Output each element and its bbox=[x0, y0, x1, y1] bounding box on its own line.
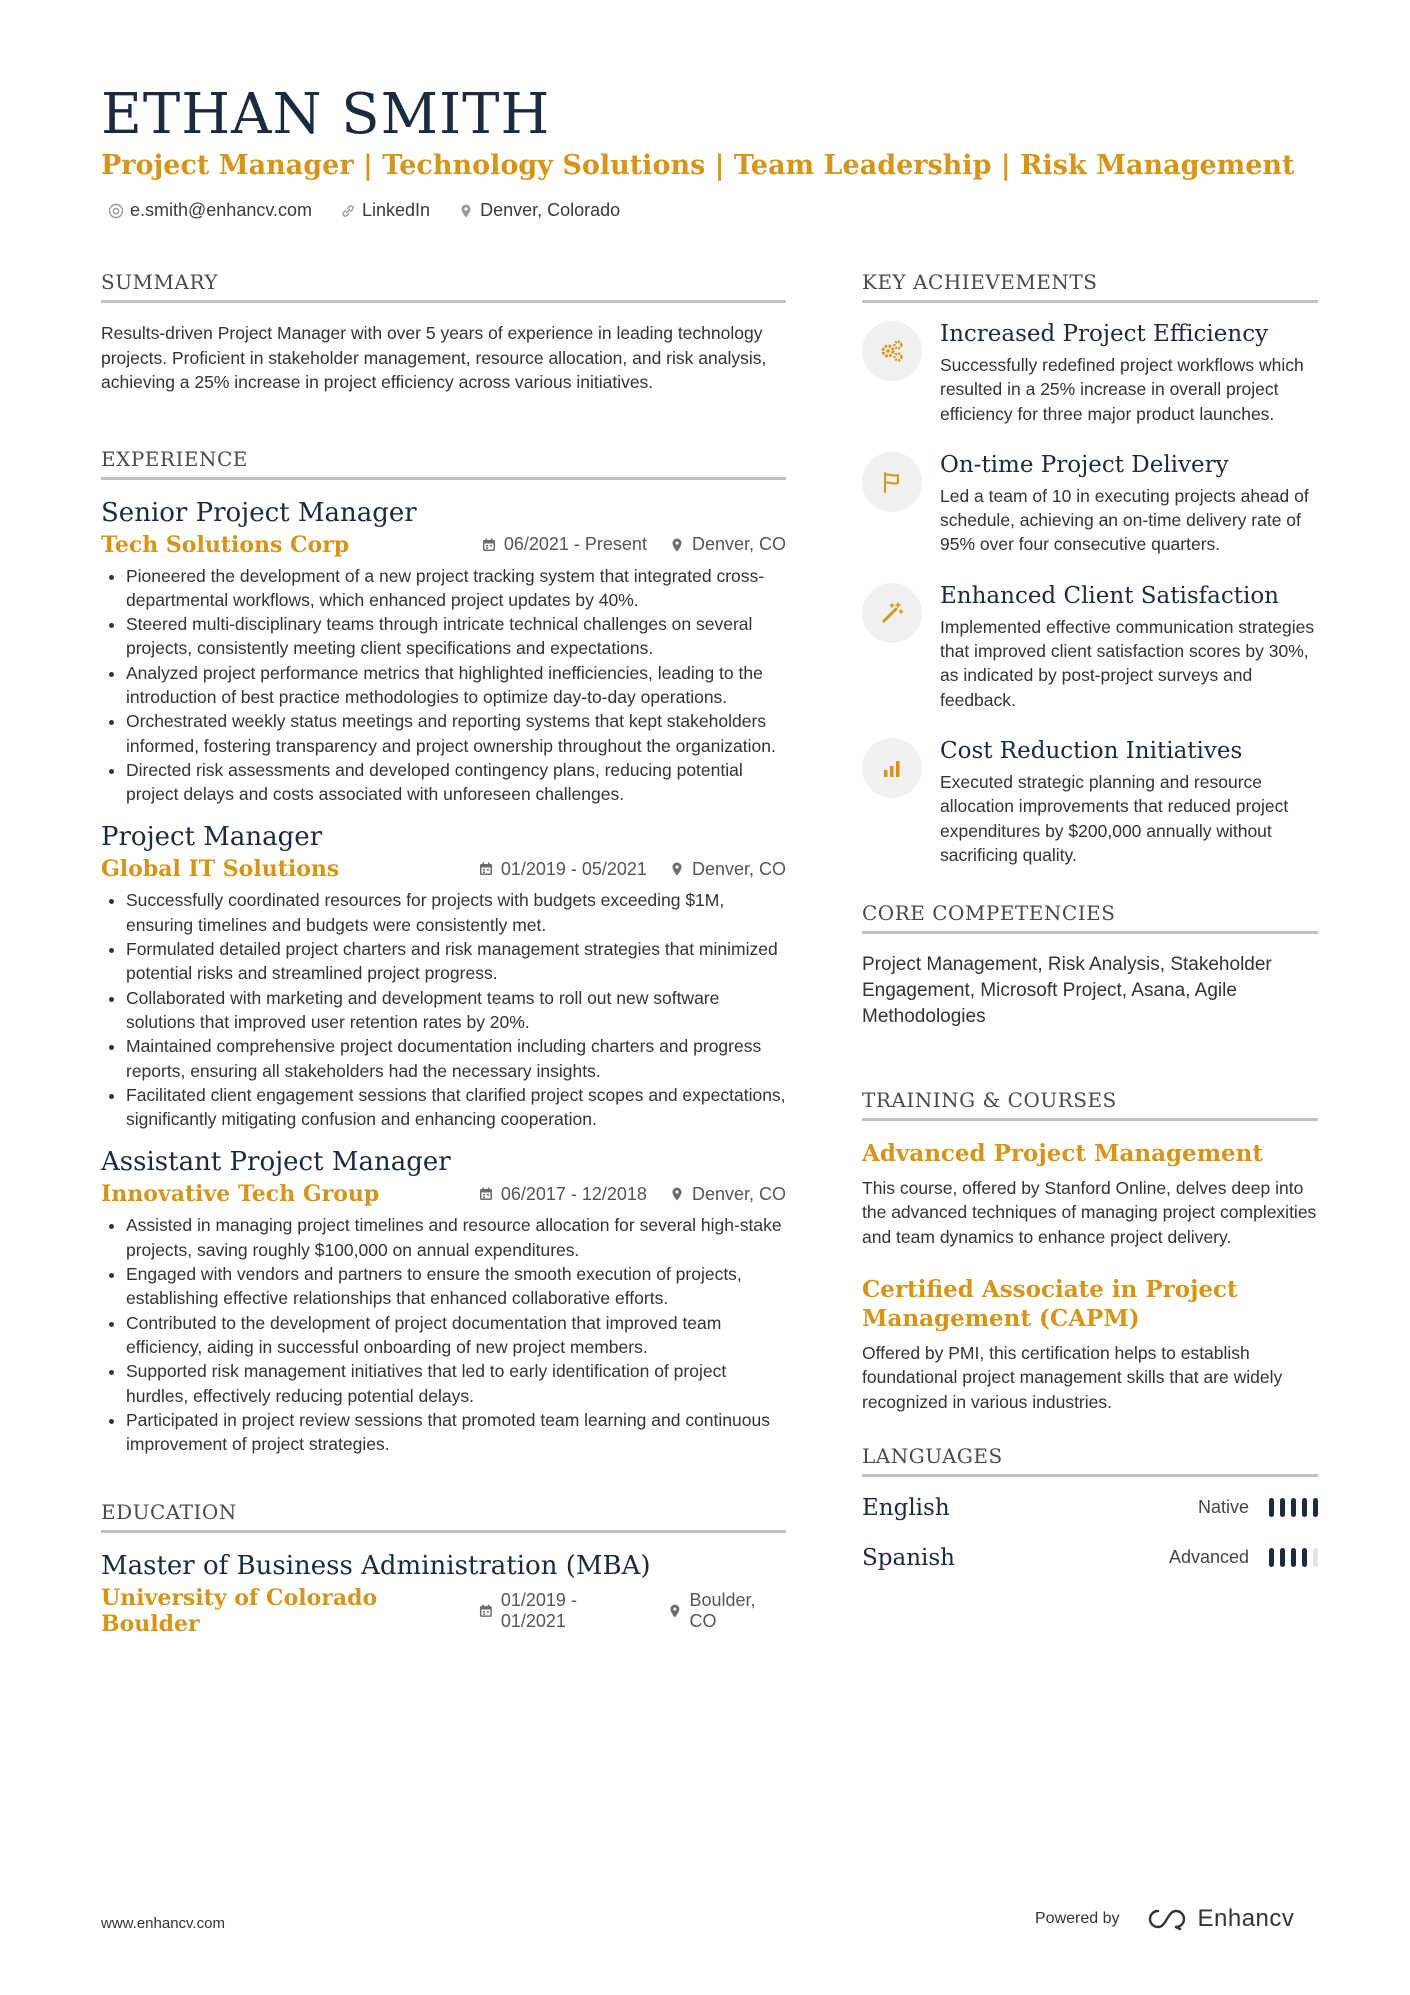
job-dates bbox=[478, 1184, 647, 1205]
achievement-title: On-time Project Delivery bbox=[940, 451, 1229, 478]
education-dates bbox=[478, 1590, 645, 1632]
job-dates-text: 06/2021 - Present bbox=[503, 534, 647, 554]
job-dates-text: 06/2017 - 12/2018 bbox=[500, 1183, 647, 1204]
school-name: University of Colorado Boulder bbox=[101, 1585, 378, 1638]
job-bullet: • Contributed to the development of project documentation that improved team efficiency, aiding in successful onboarding of new project members. bbox=[126, 1311, 786, 1360]
bar-chart-icon bbox=[862, 738, 922, 798]
language-proficiency bbox=[1198, 1497, 1318, 1518]
email-text: e.smith@enhancv.com bbox=[130, 200, 313, 220]
course-desc: Offered by PMI, this certification helps to establish foundational project management skills that are widely recognized in various industries. bbox=[862, 1343, 1283, 1412]
job-bullets bbox=[101, 564, 786, 807]
rating-dot bbox=[1269, 1498, 1274, 1517]
job-entry bbox=[101, 498, 786, 807]
job-bullet: • Engaged with vendors and partners to ensure the smooth execution of projects, establishing effective relationships that enhanced collaborative efforts. bbox=[126, 1262, 786, 1311]
competencies-heading: CORE COMPETENCIES bbox=[862, 901, 1318, 934]
language-rating bbox=[1269, 1498, 1318, 1517]
at-icon bbox=[108, 203, 124, 219]
linkedin-text: LinkedIn bbox=[362, 200, 431, 220]
headline: Project Manager | Technology Solutions | Team Leadership | Risk Management bbox=[101, 150, 1295, 181]
job-location bbox=[669, 859, 786, 880]
achievement-desc: Executed strategic planning and resource allocation improvements that reduced project expenditures by $200,000 annually without sacrificing quality. bbox=[940, 771, 1289, 865]
job-entry bbox=[101, 1147, 786, 1456]
rating-dot bbox=[1313, 1498, 1318, 1517]
education-meta bbox=[101, 1585, 786, 1637]
education-meta-right bbox=[478, 1590, 786, 1632]
flag-icon bbox=[862, 452, 922, 512]
contact-email[interactable] bbox=[108, 200, 312, 221]
right-column bbox=[862, 270, 1318, 1595]
job-meta-right bbox=[481, 534, 786, 555]
job-bullet: • Formulated detailed project charters and risk management strategies that minimized potential risks and streamlined project progress. bbox=[126, 937, 786, 986]
achievement-desc: Implemented effective communication strategies that improved client satisfaction scores by 30%, as indicated by post-project surveys and feedback. bbox=[940, 616, 1315, 710]
job-meta bbox=[101, 532, 786, 558]
education-location bbox=[667, 1590, 786, 1632]
job-dates-text: 01/2019 - 05/2021 bbox=[500, 858, 647, 879]
link-icon bbox=[340, 203, 356, 219]
job-list bbox=[101, 498, 786, 1457]
education-heading: EDUCATION bbox=[101, 1500, 786, 1533]
job-bullet: • Pioneered the development of a new project tracking system that integrated cross-departmental workflows, which enhanced project updates by 40%. bbox=[126, 564, 786, 613]
job-bullet: • Supported risk management initiatives that led to early identification of project hurdles, effectively reducing potential delays. bbox=[126, 1359, 786, 1408]
achievement-body bbox=[940, 452, 1318, 557]
job-dates bbox=[478, 859, 647, 880]
course-title: Certified Associate in Project Management (CAPM) bbox=[862, 1276, 1238, 1333]
job-meta bbox=[101, 1181, 786, 1207]
contact-location bbox=[458, 200, 620, 221]
company-name: Global IT Solutions bbox=[101, 856, 340, 883]
job-title: Project Manager bbox=[101, 822, 323, 853]
job-location-text: Denver, CO bbox=[691, 534, 786, 554]
summary-section bbox=[101, 270, 786, 395]
job-bullet: • Directed risk assessments and developed contingency plans, reducing potential project delays and costs associated with unforeseen challenges. bbox=[126, 758, 786, 807]
language-name: English bbox=[862, 1494, 950, 1521]
job-title: Senior Project Manager bbox=[101, 497, 417, 528]
location-text: Denver, Colorado bbox=[480, 200, 621, 220]
job-location-text: Denver, CO bbox=[691, 858, 786, 879]
languages-section bbox=[862, 1444, 1318, 1571]
contact-linkedin[interactable] bbox=[340, 200, 430, 221]
degree-title: Master of Business Administration (MBA) bbox=[101, 1551, 651, 1582]
language-list bbox=[862, 1495, 1318, 1571]
achievement-item bbox=[862, 452, 1318, 557]
job-location-text: Denver, CO bbox=[691, 1183, 786, 1204]
job-meta bbox=[101, 856, 786, 882]
job-bullet: • Steered multi-disciplinary teams through intricate technical challenges on several projects, consistently meeting client specifications and expectations. bbox=[126, 612, 786, 661]
candidate-name: ETHAN SMITH bbox=[101, 82, 551, 147]
rating-dot bbox=[1280, 1548, 1285, 1567]
achievement-title: Cost Reduction Initiatives bbox=[940, 737, 1243, 764]
job-bullet: • Assisted in managing project timelines and resource allocation for several high-stake projects, saving roughly $100,000 on annual expenditures. bbox=[126, 1213, 786, 1262]
rating-dot bbox=[1302, 1548, 1307, 1567]
calendar-icon bbox=[478, 1186, 494, 1202]
achievement-title: Enhanced Client Satisfaction bbox=[940, 582, 1279, 609]
course-title: Advanced Project Management bbox=[862, 1140, 1264, 1168]
rating-dot bbox=[1269, 1548, 1274, 1567]
job-bullet: • Successfully coordinated resources for projects with budgets exceeding $1M, ensuring timelines and budgets were consistently met. bbox=[126, 888, 786, 937]
achievement-item bbox=[862, 321, 1318, 426]
job-entry bbox=[101, 822, 786, 1131]
language-item bbox=[862, 1545, 1318, 1571]
achievement-desc: Led a team of 10 in executing projects ahead of schedule, achieving an on-time delivery rate of 95% over four consecutive quarters. bbox=[940, 485, 1309, 555]
rating-dot bbox=[1313, 1548, 1318, 1567]
training-heading: TRAINING & COURSES bbox=[862, 1088, 1318, 1121]
footer-url[interactable]: www.enhancv.com bbox=[101, 1915, 225, 1932]
job-bullet: • Maintained comprehensive project documentation including charters and progress reports, ensuring all stakeholders had the necessary insights. bbox=[126, 1034, 786, 1083]
experience-section bbox=[101, 447, 786, 1457]
company-name: Tech Solutions Corp bbox=[101, 531, 350, 558]
summary-text: Results-driven Project Manager with over 5 years of experience in leading technology projects. Proficient in stakeholder management, resource allocation, and risk analysis, achieving a 25% increase in project efficiency across various initiatives. bbox=[101, 323, 767, 392]
language-name: Spanish bbox=[862, 1544, 955, 1571]
calendar-icon bbox=[481, 537, 497, 553]
rating-dot bbox=[1291, 1548, 1296, 1567]
rating-dot bbox=[1280, 1498, 1285, 1517]
job-bullets bbox=[101, 1213, 786, 1456]
job-bullet: • Participated in project review sessions that promoted team learning and continuous improvement of project strategies. bbox=[126, 1408, 786, 1457]
job-location bbox=[669, 1184, 786, 1205]
job-meta-right bbox=[478, 859, 786, 880]
achievement-item bbox=[862, 738, 1318, 867]
job-title: Assistant Project Manager bbox=[101, 1147, 451, 1178]
job-bullet: • Orchestrated weekly status meetings and reporting systems that kept stakeholders informed, fostering transparency and project ownership throughout the organization. bbox=[126, 709, 786, 758]
magic-wand-icon bbox=[862, 583, 922, 643]
gears-icon bbox=[862, 321, 922, 381]
achievement-body bbox=[940, 321, 1318, 426]
location-pin-icon bbox=[667, 1603, 683, 1619]
rating-dot bbox=[1291, 1498, 1296, 1517]
achievement-body bbox=[940, 738, 1318, 867]
location-pin-icon bbox=[669, 861, 685, 877]
job-location bbox=[669, 534, 786, 555]
achievement-desc: Successfully redefined project workflows which resulted in a 25% increase in overall project efficiency for three major product launches. bbox=[940, 355, 1304, 424]
education-section bbox=[101, 1500, 786, 1637]
language-item bbox=[862, 1495, 1318, 1521]
footer-brand bbox=[1035, 1905, 1294, 1933]
course-list bbox=[862, 1139, 1318, 1414]
powered-by-text: Powered by bbox=[1035, 1910, 1120, 1927]
location-pin-icon bbox=[669, 537, 685, 553]
languages-heading: LANGUAGES bbox=[862, 1444, 1318, 1477]
location-pin-icon bbox=[458, 203, 474, 219]
language-level: Advanced bbox=[1168, 1547, 1249, 1568]
job-bullet: • Collaborated with marketing and development teams to roll out new software solutions that improved user retention rates by 20%. bbox=[126, 986, 786, 1035]
brand-name: Enhancv bbox=[1197, 1905, 1295, 1932]
achievement-body bbox=[940, 583, 1318, 712]
achievement-title: Increased Project Efficiency bbox=[940, 321, 1269, 347]
enhancv-logo-icon bbox=[1144, 1907, 1190, 1931]
enhancv-logo[interactable] bbox=[1144, 1905, 1295, 1933]
calendar-icon bbox=[478, 1603, 494, 1619]
course-desc: This course, offered by Stanford Online, delves deep into the advanced techniques of managing project complexities and team dynamics to enhance project delivery. bbox=[862, 1178, 1317, 1247]
achievement-list bbox=[862, 321, 1318, 867]
job-bullets bbox=[101, 888, 786, 1131]
job-meta-right bbox=[478, 1184, 786, 1205]
training-section bbox=[862, 1088, 1318, 1414]
rating-dot bbox=[1302, 1498, 1307, 1517]
company-name: Innovative Tech Group bbox=[101, 1181, 380, 1208]
education-location-text: Boulder, CO bbox=[689, 1590, 756, 1632]
achievement-item bbox=[862, 583, 1318, 712]
achievements-section bbox=[862, 270, 1318, 867]
job-bullet: • Analyzed project performance metrics that highlighted inefficiencies, leading to the introduction of best practice methodologies to optimize day-to-day operations. bbox=[126, 661, 786, 710]
job-bullet: • Facilitated client engagement sessions that clarified project scopes and expectations, significantly mitigating confusion and enhancing cooperation. bbox=[126, 1083, 786, 1132]
education-dates-text: 01/2019 - 01/2021 bbox=[500, 1590, 577, 1632]
calendar-icon bbox=[478, 861, 494, 877]
language-level: Native bbox=[1197, 1497, 1249, 1518]
location-pin-icon bbox=[669, 1186, 685, 1202]
left-column bbox=[101, 270, 786, 1643]
language-proficiency bbox=[1169, 1547, 1318, 1568]
competencies-section bbox=[862, 901, 1318, 1030]
experience-heading: EXPERIENCE bbox=[101, 447, 786, 480]
contact-bar bbox=[108, 200, 620, 221]
competencies-text: Project Management, Risk Analysis, Stakeholder Engagement, Microsoft Project, Asana, Agile Methodologies bbox=[862, 954, 1272, 1028]
job-dates bbox=[481, 534, 647, 555]
achievements-heading: KEY ACHIEVEMENTS bbox=[862, 270, 1318, 303]
summary-heading: SUMMARY bbox=[101, 270, 786, 303]
language-rating bbox=[1269, 1548, 1318, 1567]
